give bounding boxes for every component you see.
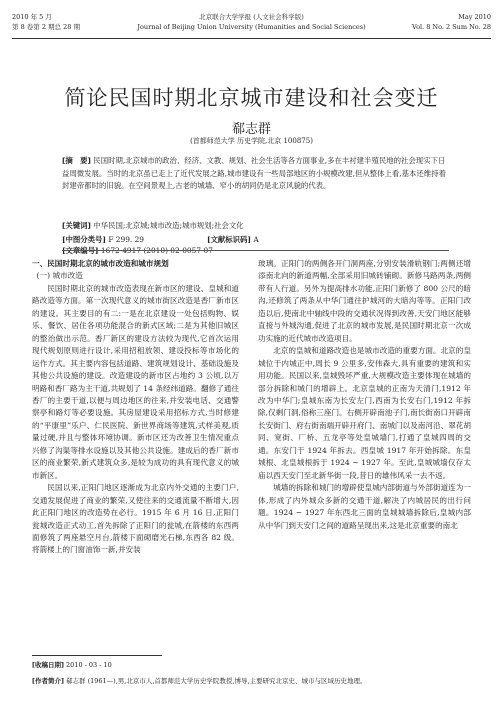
paragraph-continued: 玻璃。正阳门的两侧各开门洞两座,分别安装滑轨钢门;两侧还增添南北向的新道两幅,全部采用旧城砖铺砌。新修马路两条,两侧带有人行道。另外为提高排水功能,正阳门新修了 800 公尺的暗沟,还修筑了两条从中华门通往护城河的大暗沟等等。正阳门改造以后,使南北中轴线中段的交通状况得到改善,天安门地区能够直接与外城沟通,促进了北京的城市发展,是民国时期北京一次成功实施的近代城市改造项目。 [258, 259, 471, 343]
keywords-label: [关键词] [62, 221, 91, 230]
journal-name-cn: 北京联合大学学报 (人文社会科学版) [199, 13, 304, 21]
classification-row [62, 234, 449, 256]
author-affiliation: (首都师范大学 历史学院,北京 100875) [190, 137, 313, 145]
document-code: [文献标识码] A [207, 235, 259, 244]
header-date: 2010 年 5 月 [12, 13, 52, 21]
header-date-en: May 2010 [458, 13, 491, 21]
paragraph: 民国以来,正阳门地区逐渐成为北京内外交通的主要门户,交通发展促进了商业的繁荣,又使往来的交通流量不断增大,因此正阳门地区的改造势在必行。1915 年 6 月 16 日,正阳门瓮城改造正式动工,首先拆除了正阳门的瓮城,在箭楼的东西两面修筑了两座悬空月台,箭楼下面砌磨光石梯,东西各 82 级。将箭楼上的门窗油饰一新,并安装 [32, 483, 239, 555]
header-rule [12, 38, 491, 39]
paragraph: 城墙的拆除和城门的增辟使皇城内部街道与外部街道连为一体,形成了内外城众多新的交通干道,解决了内城居民的出行问题。1924 ~ 1927 年东西北三面的皇城城墙拆除后,皇城内部从中华门到天安门之间的道路呈现出来,这是北京重要的南北 [258, 483, 471, 530]
header-issue: 第 8 卷第 2 期总 28 期 [12, 23, 80, 31]
footnote-rule [32, 655, 162, 656]
footnote-author: [作者简介] 郗志群 (1961—),男,北京市人,首都师范大学历史学院教授,博导,主要研究北京史、城市与区域历史地理。 [32, 677, 367, 685]
body-column-right [258, 258, 471, 532]
subsection-heading: (一) 城市改造 [36, 271, 83, 281]
header-right [412, 12, 491, 32]
author-name: 郗志群 [231, 122, 271, 137]
paper-title: 简论民国时期北京城市建设和社会变迁 [64, 86, 439, 110]
keywords [62, 220, 449, 233]
keywords-text: 中华民国;北京城;城市改造;城市规划;社会文化 [93, 221, 244, 230]
clc-number: [中图分类号] F 299. 29 [62, 235, 144, 244]
paragraph: 北京的皇城和道路改造也是城市改造的重要方面。北京的皇城位于内城正中,周长 9 公里多,安伟森大,具有重要的建筑和实用功能。民国以来,皇城毁坏严重,大规模改造主要体现在城墙的部分拆除和城门的增辟上。北京皇城的正南为天清门,1912 年改为中华门;皇城东南为长安左门,西南为长安右门,1912 年拆除,仅剩门洞,俗称三座门。右侧开辟南池子门,南长街南口开辟南长安街门、府右街南端开辟开府门、南城门以及南河沿、翠花胡同、宽街、厂桥、五龙亭等处皇城墙门,打通了皇城四周的交通。东安门于 1924 年拆去。西皇城 1917 年开始拆除。东皇城根、北皇城根拆于 1924 ~ 1927 年。至此,皇城城墙仅存太庙以西天安门至北新华街一段,昔日的雄伟风采一去不返。 [258, 346, 471, 480]
abstract-text: 民国时期,北京城市的政治、经济、文教、规划、社会生活等各方面事业,多在丰衬建半殖民地的社会现实下日益周微发展。当时的北京虽已走上了近代发展之路,城市建设有一些局部地区的小规模改建,但从整体上看,基本还维持着封建帝都时的旧貌。在空间景观上,古老的城墙、窄小的胡同仍是北京风貌的代表。 [62, 156, 446, 191]
footnote-received: [收稿日期] 2010 - 03 - 10 [32, 661, 112, 669]
abstract-label: [摘 要] [62, 156, 91, 165]
journal-name-en: Journal of Beijing Union University (Humanities and Social Sciences) [137, 23, 366, 31]
meta-rule [62, 250, 449, 251]
abstract [62, 155, 449, 193]
running-header [12, 12, 491, 34]
body-column-left [32, 258, 239, 557]
article-number: [文章编号] 1672-4917 (2010) 02-0057-07 [62, 246, 213, 255]
section-heading: 一、民国时期北京的城市改造和城市规划 [32, 259, 169, 268]
header-volume: Vol. 8 No. 2 Sum No. 28 [411, 23, 491, 31]
paragraph: 民国时期北京的城市改造表现在新市区的建设、皇城和道路改造等方面。第一次现代意义的城市街区改造是香厂新市区的建设。其主要目的有二:一是在北京建设一处包括购物、娱乐、餐饮、居住各项功能混合的新式区域;二是为其他旧城区的整治做出示范。香厂新区的建设方法较为现代,它首次运用现代规划原则进行设计,采用招租放领、建设投标等市场化的运作方式。其主要内容包括道路、建筑规划设计、基础设施及其他公共设施的建设。改造建设的新市区占地约 3 公顷,以万明路和香厂路为主干道,共规划了 14 条经纬道路。翻修了通往香厂的主要干道,以便与周边地区的往来,并安装电话、交通警察亭和路灯等必要设施。其房屋建设采用招标方式,当时修建的“平康里”乐户、仁民医院、新世界商场等建筑,式样美观,质量过硬,并且与整体环境协调。新市区还为改善卫生情况重点兴修了沟渠等排水设施以及其他公共设施。建成后的香厂新市区的商业繁荣,新式建筑众多,是较为成功的具有现代意义的城市新区。 [32, 283, 239, 480]
